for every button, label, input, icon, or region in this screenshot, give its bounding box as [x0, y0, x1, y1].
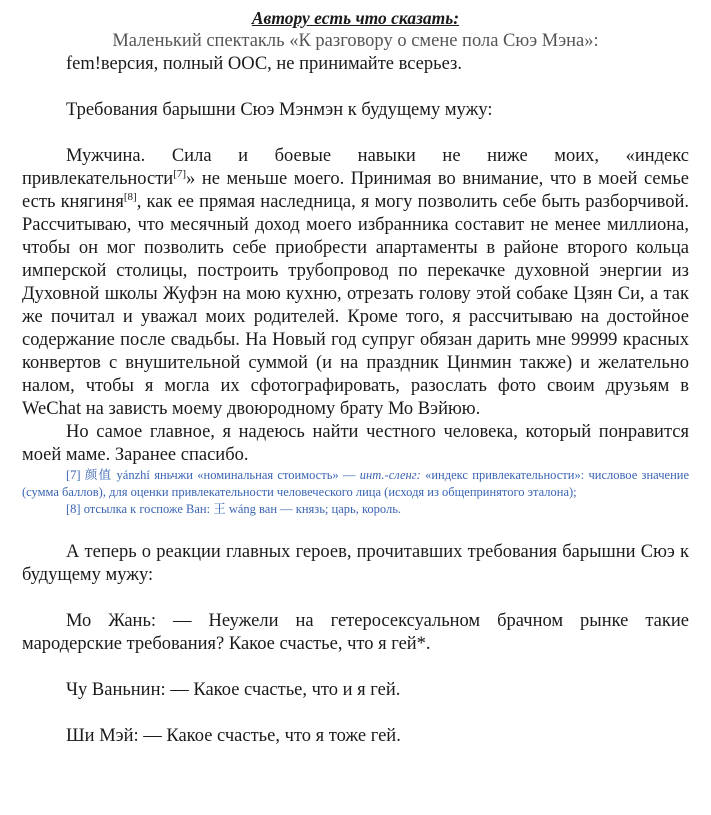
spacer — [22, 702, 689, 725]
requirements-text-1: Мужчина. Сила и боевые навыки не ниже моих, «индекс привлекательности — [22, 146, 689, 189]
subtitle: Маленький спектакль «К разговору о смене пола Сюэ Мэна»: — [112, 31, 599, 51]
quote-mo-ran: Мо Жань: — Неужели на гетеросексуальном брачном рынке такие мародерские требования? Какое счастье, что я гей*. — [22, 611, 689, 654]
footnote-7-label: инт.-сленг: — [359, 468, 421, 482]
main-wish-paragraph: Но самое главное, я надеюсь найти честного человека, который понравится моей маме. Заранее спасибо. — [22, 422, 689, 465]
reaction-intro: А теперь о реакции главных героев, прочитавших требования барышни Сюэ к будущему мужу: — [22, 542, 689, 585]
requirements-heading: Требования барышни Сюэ Мэнмэн к будущему мужу: — [66, 100, 493, 120]
spacer — [22, 122, 689, 145]
spacer — [22, 656, 689, 679]
author-note-header: Автору есть что сказать: — [251, 8, 460, 28]
requirements-text-3: , как ее прямая наследница, я могу позволить себе быть разборчивой. Рассчитываю, что месячный доход моего избранника составит не менее миллиона, чтобы он мог позволить себе приобрести апартаменты в районе второго кольца имперской столицы, построить трубопровод по перекачке духовной энергии из Духовной школы Жуфэн на мою кухню, отрезать голову этой собаке Цзян Си, а так же почитал и уважал моих родителей. Кроме того, я рассчитываю на достойное содержание после свадьбы. На Новый год супруг обязан дарить мне 99999 красных конвертов с внушительной суммой (и на праздник Цинмин также) и желательно налом, чтобы я могла их сфотографировать, разослать фото своим друзьям в WeChat на зависть моему двоюродному брату Мо Вэйюю. — [22, 192, 689, 419]
spacer — [22, 518, 689, 541]
requirements-text-2: » не меньше моего. Принимая во внимание, что в моей семье есть княгиня — [22, 169, 689, 212]
quote-shi-mei: Ши Мэй: — Какое счастье, что я тоже гей. — [66, 726, 401, 746]
quote-chu-wanning: Чу Ваньнин: — Какое счастье, что и я гей. — [66, 680, 401, 700]
footnote-7-text-a: [7] 颜值 yánzhí яньчжи «номинальная стоимость» — — [66, 468, 360, 482]
footnote-ref-7[interactable]: [7] — [173, 167, 187, 180]
footnote-7 — [22, 467, 689, 501]
footnote-8: [8] отсылка к госпоже Ван: 王 wáng ван — князь; царь, король. — [66, 502, 402, 516]
spacer — [22, 76, 689, 99]
intro-line: fem!версия, полный ООС, не принимайте всерьез. — [66, 54, 462, 74]
spacer — [22, 587, 689, 610]
footnote-ref-8[interactable]: [8] — [123, 190, 137, 203]
footnote-7-text-b: «индекс привлекательности»: числовое значение (сумма баллов), для оценки привлекательности человеческого лица (исходя из общепринятого эталона); — [22, 468, 689, 499]
requirements-paragraph — [22, 145, 689, 421]
